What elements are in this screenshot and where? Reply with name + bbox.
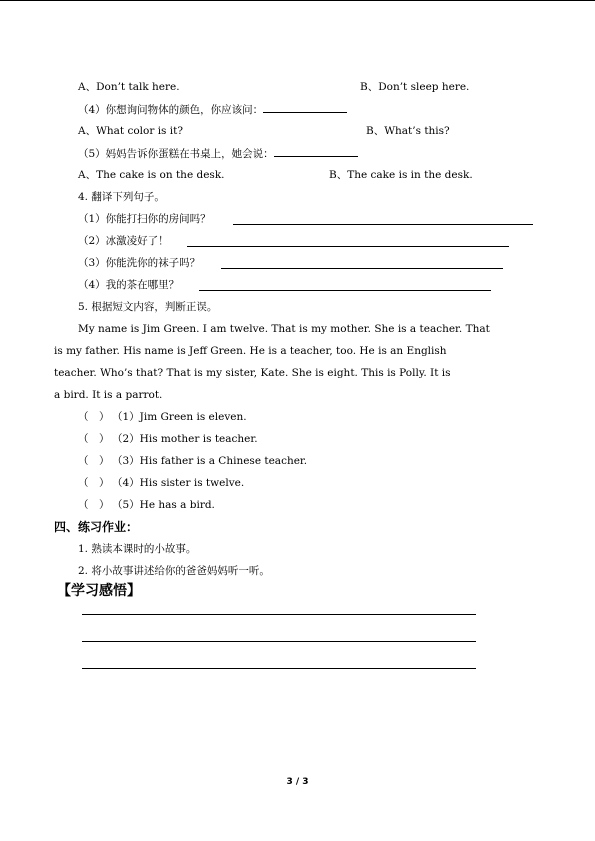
answer-parentheses[interactable]: （ ） bbox=[78, 433, 110, 445]
reflection-title: 【学习感悟】 bbox=[57, 583, 141, 599]
true-false-item: （ ） （4）His sister is twelve. bbox=[78, 477, 245, 489]
q5-heading: 5. 根据短文内容，判断正误。 bbox=[78, 301, 218, 313]
q4-heading: 4. 翻译下列句子。 bbox=[78, 191, 165, 203]
q3-item4-option-b: B、What’s this? bbox=[366, 125, 450, 137]
section-title: 四、练习作业： bbox=[54, 520, 139, 534]
answer-blank[interactable] bbox=[263, 102, 347, 113]
answer-parentheses[interactable]: （ ） bbox=[78, 455, 110, 467]
answer-parentheses[interactable]: （ ） bbox=[78, 499, 110, 511]
true-false-item: （ ） （3）His father is a Chinese teacher. bbox=[78, 455, 308, 467]
q4-item: （1）你能打扫你的房间吗？ bbox=[78, 213, 211, 225]
reflection-line[interactable] bbox=[82, 614, 476, 615]
passage-line: a bird. It is a parrot. bbox=[54, 389, 163, 401]
q3-item4: （4）你想询问物体的颜色，你应该问： bbox=[78, 102, 347, 117]
q3-prev-option-b: B、Don’t sleep here. bbox=[360, 81, 470, 93]
q4-item: （3）你能洗你的袜子吗？ bbox=[78, 257, 201, 269]
q3-item5-option-a: A、The cake is on the desk. bbox=[78, 169, 225, 181]
true-false-item: （ ） （2）His mother is teacher. bbox=[78, 433, 258, 445]
reflection-line[interactable] bbox=[82, 641, 476, 642]
q4-item: （2）冰激凌好了！ bbox=[78, 235, 169, 247]
q3-item5: （5）妈妈告诉你蛋糕在书桌上，她会说： bbox=[78, 146, 358, 161]
q3-prev-option-a: A、Don’t talk here. bbox=[78, 81, 180, 93]
answer-parentheses[interactable]: （ ） bbox=[78, 411, 110, 423]
answer-blank[interactable] bbox=[274, 146, 358, 157]
reflection-line[interactable] bbox=[82, 668, 476, 669]
page-number: 3 / 3 bbox=[286, 777, 309, 787]
answer-parentheses[interactable]: （ ） bbox=[78, 477, 110, 489]
passage-line: My name is Jim Green. I am twelve. That is my mother. She is a teacher. That bbox=[78, 323, 490, 335]
answer-line[interactable] bbox=[233, 224, 533, 225]
answer-line[interactable] bbox=[199, 290, 491, 291]
q4-item: （4）我的茶在哪里？ bbox=[78, 279, 180, 291]
true-false-item: （ ） （1）Jim Green is eleven. bbox=[78, 411, 247, 423]
answer-line[interactable] bbox=[221, 268, 503, 269]
true-false-item: （ ） （5）He has a bird. bbox=[78, 499, 215, 511]
answer-line[interactable] bbox=[187, 246, 509, 247]
homework-item: 2. 将小故事讲述给你的爸爸妈妈听一听。 bbox=[78, 565, 270, 577]
passage-line: teacher. Who’s that? That is my sister, Kate. She is eight. This is Polly. It is bbox=[54, 367, 451, 379]
top-border bbox=[0, 0, 595, 1]
passage-line: is my father. His name is Jeff Green. He is a teacher, too. He is an English bbox=[54, 345, 447, 357]
q3-item4-option-a: A、What color is it? bbox=[78, 125, 183, 137]
q3-item5-option-b: B、The cake is in the desk. bbox=[329, 169, 473, 181]
homework-item: 1. 熟读本课时的小故事。 bbox=[78, 543, 197, 555]
